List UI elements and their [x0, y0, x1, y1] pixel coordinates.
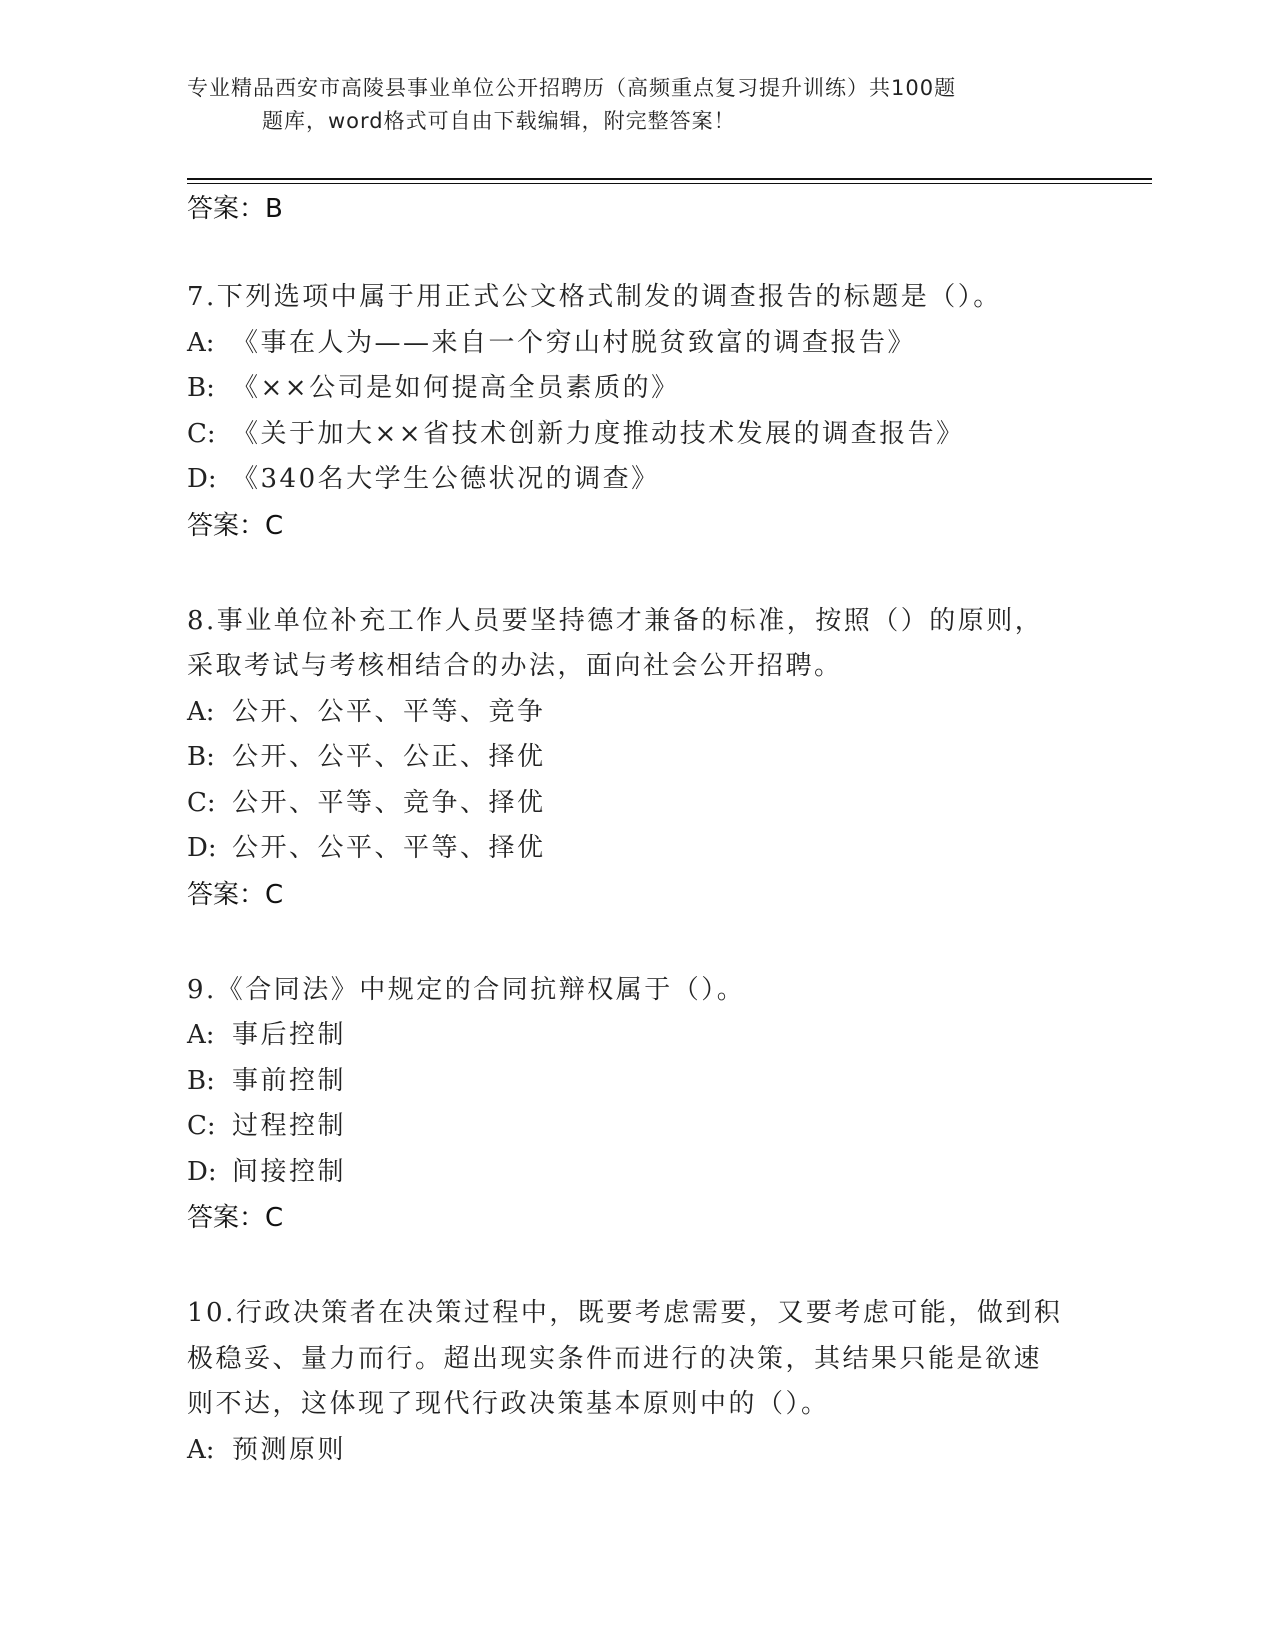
option-row	[187, 457, 1087, 503]
option-key: C:	[187, 787, 216, 818]
option-row	[187, 1428, 1087, 1474]
option-key: C:	[187, 1111, 216, 1141]
option-row	[187, 735, 1087, 781]
option-text: 事前控制	[232, 1065, 347, 1096]
question-text: 极稳妥、量力而行。超出现实条件而进行的决策，其结果只能是欲速	[187, 1343, 1043, 1374]
option-key: C:	[187, 418, 216, 449]
question-block	[187, 599, 1087, 968]
option-key: A:	[187, 1020, 215, 1050]
header-rule-thin	[187, 183, 1152, 184]
header-line-1: 专业精品西安市高陵县事业单位公开招聘历（高频重点复习提升训练）共100题	[187, 76, 957, 100]
question-block	[187, 275, 1087, 599]
option-text: 《关于加大××省技术创新力度推动技术发展的调查报告》	[232, 418, 965, 449]
option-text: 《340名大学生公德状况的调查》	[232, 464, 660, 494]
option-text: 公开、公平、平等、竞争	[232, 696, 546, 727]
option-row	[187, 1104, 1087, 1150]
question-block	[187, 968, 1087, 1292]
option-row	[187, 690, 1087, 736]
option-key: D:	[187, 464, 217, 494]
question-block	[187, 1291, 1087, 1473]
option-row	[187, 1013, 1087, 1059]
option-row	[187, 321, 1087, 367]
document-header	[187, 72, 1067, 138]
option-text: 间接控制	[232, 1156, 347, 1187]
question-text: 则不达，这体现了现代行政决策基本原则中的（）。	[187, 1389, 830, 1419]
header-line-2: 题库，word格式可自由下载编辑，附完整答案！	[262, 109, 736, 133]
question-text: 10.行政决策者在决策过程中，既要考虑需要，又要考虑可能，做到积	[187, 1298, 1063, 1328]
option-key: A:	[187, 696, 215, 727]
option-key: B:	[187, 742, 215, 772]
answer-label: 答案：B	[187, 194, 283, 224]
option-row	[187, 412, 1087, 458]
question-text: 9.《合同法》中规定的合同抗辩权属于（）。	[187, 974, 746, 1005]
option-row	[187, 1059, 1087, 1105]
option-row	[187, 366, 1087, 412]
option-key: D:	[187, 833, 217, 863]
question-text: 采取考试与考核相结合的办法，面向社会公开招聘。	[187, 651, 843, 681]
option-row	[187, 1150, 1087, 1196]
option-key: A:	[187, 327, 215, 358]
option-text: 《事在人为——来自一个穷山村脱贫致富的调查报告》	[232, 327, 917, 358]
answer-label: 答案：C	[187, 879, 284, 910]
option-key: B:	[187, 373, 215, 403]
option-text: 事后控制	[232, 1020, 347, 1050]
answer-label: 答案：C	[187, 510, 284, 541]
header-rule-thick	[187, 178, 1152, 180]
question-text: 7.下列选项中属于用正式公文格式制发的调查报告的标题是（）。	[187, 282, 1002, 312]
option-text: 公开、平等、竞争、择优	[232, 787, 546, 818]
question-list	[187, 186, 1087, 1473]
option-text: 过程控制	[232, 1111, 347, 1141]
option-text: 预测原则	[232, 1434, 347, 1465]
answer-label: 答案：C	[187, 1203, 284, 1233]
option-key: B:	[187, 1065, 215, 1096]
option-text: 公开、公平、公正、择优	[232, 742, 546, 772]
option-row	[187, 826, 1087, 872]
option-key: D:	[187, 1156, 217, 1187]
option-text: 《××公司是如何提高全员素质的》	[232, 373, 680, 403]
question-text: 8.事业单位补充工作人员要坚持德才兼备的标准，按照（）的原则，	[187, 605, 1044, 636]
option-key: A:	[187, 1434, 215, 1465]
option-row	[187, 781, 1087, 827]
option-text: 公开、公平、平等、择优	[232, 833, 546, 863]
